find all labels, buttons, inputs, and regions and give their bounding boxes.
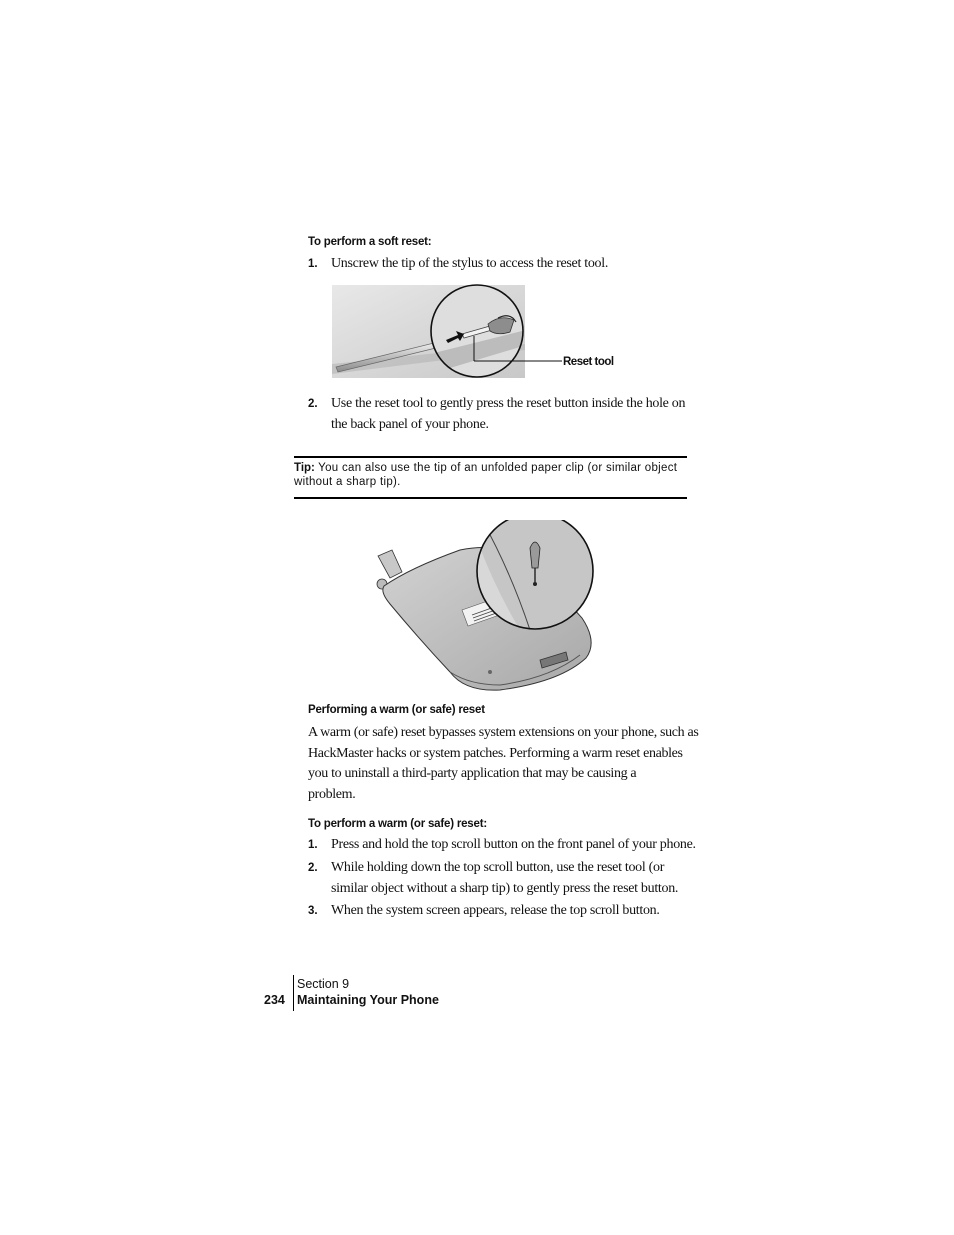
step-number: 2.: [308, 862, 318, 874]
tip-bottom-rule: [294, 497, 687, 499]
paragraph-line: you to uninstall a third-party application that may be causing a: [308, 766, 637, 781]
phone-back-illustration: [370, 520, 600, 695]
paragraph-line: HackMaster hacks or system patches. Performing a warm reset enables: [308, 745, 683, 761]
phone-back-figure: [370, 520, 600, 695]
step-text: Unscrew the tip of the stylus to access the reset tool.: [331, 256, 609, 271]
soft-reset-heading: To perform a soft reset:: [308, 236, 432, 248]
step-text: Press and hold the top scroll button on the front panel of your phone.: [331, 837, 696, 852]
footer-section: Section 9: [297, 977, 350, 991]
warm-reset-subheading: To perform a warm (or safe) reset:: [308, 818, 487, 830]
tip-top-rule: [294, 456, 687, 458]
reset-tool-label: Reset tool: [563, 356, 614, 368]
step-text: When the system screen appears, release the top scroll button.: [331, 903, 660, 918]
step-number: 1.: [308, 258, 318, 270]
tip-text: You can also use the tip of an unfolded paper clip (or similar object: [314, 462, 678, 474]
warm-reset-heading: Performing a warm (or safe) reset: [308, 704, 485, 716]
tip-box: [294, 461, 694, 489]
step-text: similar object without a sharp tip) to gently press the reset button.: [331, 881, 679, 896]
step-number: 3.: [308, 905, 318, 917]
footer-title: Maintaining Your Phone: [297, 993, 439, 1007]
step-text: Use the reset tool to gently press the reset button inside the hole on: [331, 396, 686, 411]
tip-label: Tip:: [294, 462, 315, 474]
paragraph-line: problem.: [308, 786, 356, 802]
page-number: 234: [264, 993, 285, 1007]
step-number: 1.: [308, 839, 318, 851]
paragraph-line: A warm (or safe) reset bypasses system extensions on your phone, such as: [308, 725, 699, 740]
tip-text: without a sharp tip).: [294, 476, 401, 488]
step-text: While holding down the top scroll button, use the reset tool (or: [331, 860, 665, 875]
footer-divider: [293, 975, 294, 1011]
step-number: 2.: [308, 398, 318, 410]
step-text: the back panel of your phone.: [331, 417, 489, 432]
